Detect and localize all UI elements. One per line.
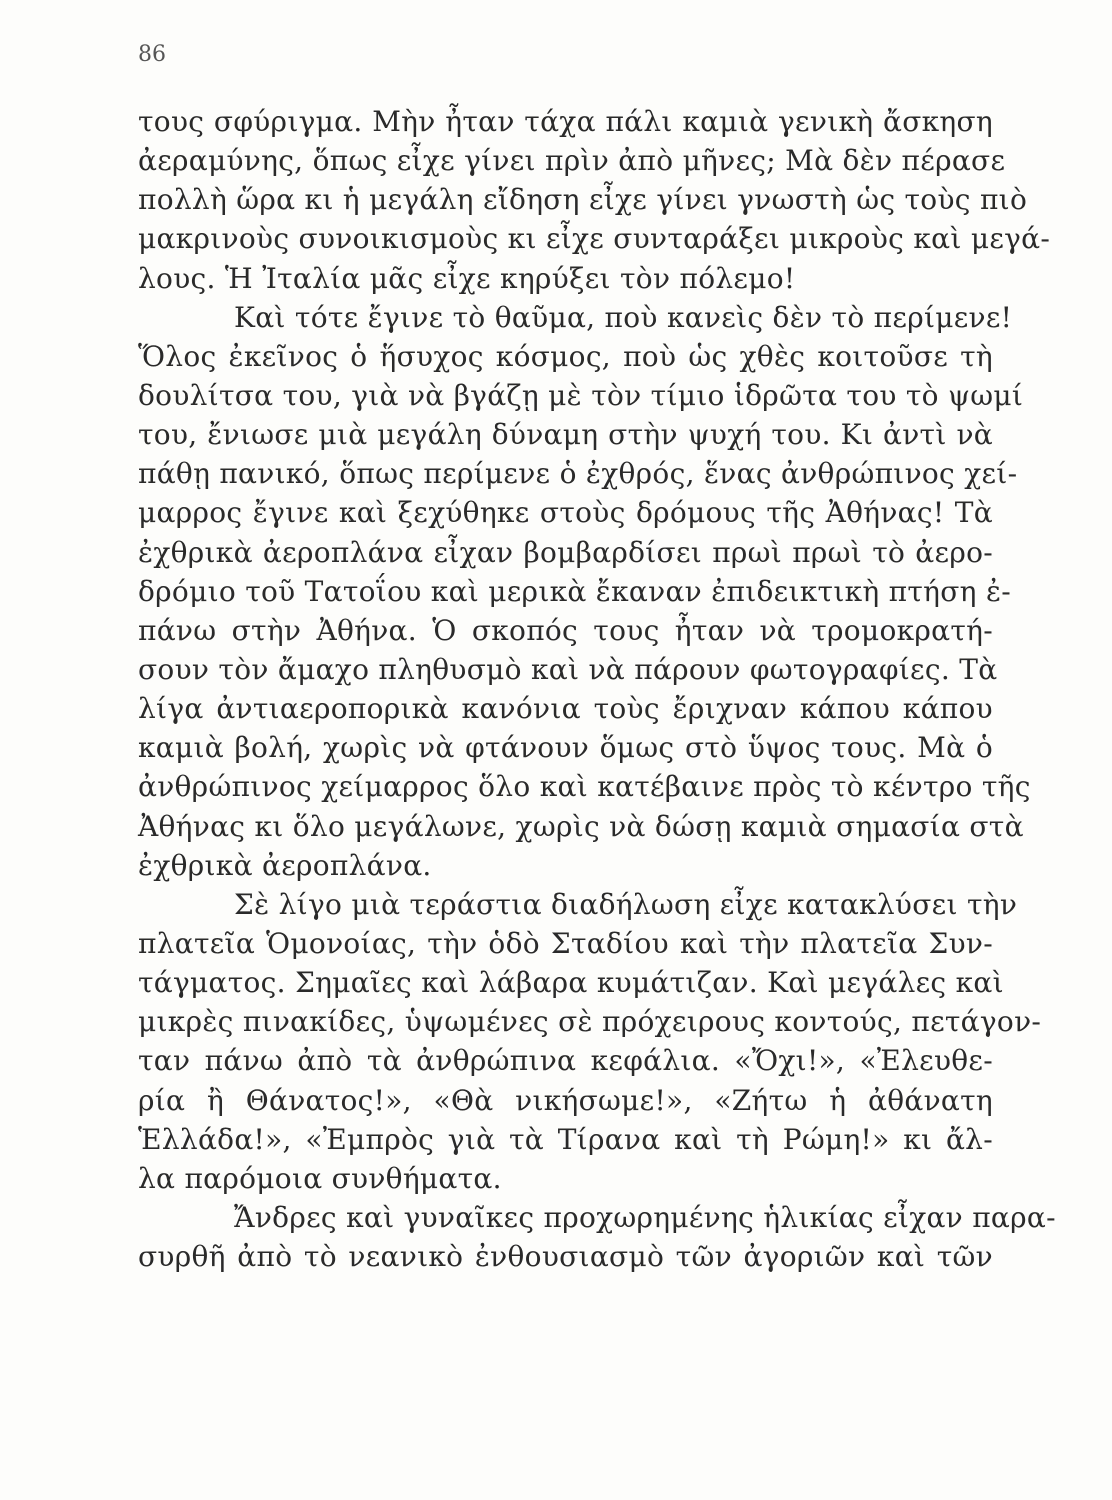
text-line: ἐχθρικὰ ἀεροπλάνα εἶχαν βομβαρδίσει πρωὶ πρωὶ τὸ ἀερο- xyxy=(138,535,993,569)
text-line: ἀεραμύνης, ὅπως εἶχε γίνει πρὶν ἀπὸ μῆνες; Μὰ δὲν πέρασε xyxy=(138,144,1006,178)
text-line: δουλίτσα του, γιὰ νὰ βγάζῃ μὲ τὸν τίμιο ἱδρῶτα του τὸ ψωμί xyxy=(138,378,1024,412)
text-line: ταν πάνω ἀπὸ τὰ ἀνθρώπινα κεφάλια. «Ὄχι!», «Ἐλευθε- xyxy=(138,1044,993,1078)
text-line: λους. Ἡ Ἰταλία μᾶς εἶχε κηρύξει τὸν πόλεμο! xyxy=(138,261,796,295)
text-line: μαρρος ἔγινε καὶ ξεχύθηκε στοὺς δρόμους τῆς Ἀθήνας! Τὰ xyxy=(138,496,993,530)
text-line: πολλὴ ὥρα κι ἡ μεγάλη εἴδηση εἶχε γίνει γνωστὴ ὡς τοὺς πιὸ xyxy=(138,183,1028,217)
text-line: Ἄνδρες καὶ γυναῖκες προχωρημένης ἡλικίας εἶχαν παρα- xyxy=(234,1200,1056,1234)
text-line: ρία ἢ Θάνατος!», «Θὰ νικήσωμε!», «Ζήτω ἡ ἀθάνατη xyxy=(138,1083,993,1117)
text-line: καμιὰ βολή, χωρὶς νὰ φτάνουν ὅμως στὸ ὕψος τους. Μὰ ὁ xyxy=(138,731,993,765)
text-line: του, ἔνιωσε μιὰ μεγάλη δύναμη στὴν ψυχή του. Κι ἀντὶ νὰ xyxy=(138,418,993,452)
text-line: λα παρόμοια συνθήματα. xyxy=(138,1161,502,1195)
text-line: πάθῃ πανικό, ὅπως περίμενε ὁ ἐχθρός, ἕνας ἀνθρώπινος χεί- xyxy=(138,457,1018,491)
text-line: μικρὲς πινακίδες, ὑψωμένες σὲ πρόχειρους κοντούς, πετάγον- xyxy=(138,1005,1042,1039)
text-line: δρόμιο τοῦ Τατοΐου καὶ μερικὰ ἔκαναν ἐπιδεικτικὴ πτήση ἐ- xyxy=(138,574,1012,608)
text-line: συρθῆ ἀπὸ τὸ νεανικὸ ἐνθουσιασμὸ τῶν ἀγοριῶν καὶ τῶν xyxy=(138,1240,993,1274)
body-text xyxy=(138,102,1056,1276)
text-line: σουν τὸν ἄμαχο πληθυσμὸ καὶ νὰ πάρουν φωτογραφίες. Τὰ xyxy=(138,652,998,686)
text-line: Καὶ τότε ἔγινε τὸ θαῦμα, ποὺ κανεὶς δὲν τὸ περίμενε! xyxy=(234,300,1013,334)
text-line: τάγματος. Σημαῖες καὶ λάβαρα κυμάτιζαν. Καὶ μεγάλες καὶ xyxy=(138,966,1004,1000)
text-line: μακρινοὺς συνοικισμοὺς κι εἶχε συνταράξει μικροὺς καὶ μεγά- xyxy=(138,222,1051,256)
text-line: Ὅλος ἐκεῖνος ὁ ἥσυχος κόσμος, ποὺ ὡς χθὲς κοιτοῦσε τὴ xyxy=(138,339,993,373)
page-number: 86 xyxy=(138,42,166,67)
text-line: τους σφύριγμα. Μὴν ἦταν τάχα πάλι καμιὰ γενικὴ ἄσκηση xyxy=(138,105,993,138)
text-line: Ἑλλάδα!», «Ἐμπρὸς γιὰ τὰ Τίρανα καὶ τὴ Ρώμη!» κι ἄλ- xyxy=(138,1122,993,1156)
text-line: λίγα ἀντιαεροπορικὰ κανόνια τοὺς ἔριχναν κάπου κάπου xyxy=(138,692,993,726)
text-line: ἐχθρικὰ ἀεροπλάνα. xyxy=(138,848,432,882)
text-line: Σὲ λίγο μιὰ τεράστια διαδήλωση εἶχε κατακλύσει τὴν xyxy=(234,887,1018,921)
text-line: πλατεῖα Ὁμονοίας, τὴν ὁδὸ Σταδίου καὶ τὴν πλατεῖα Συν- xyxy=(138,926,993,960)
text-line: ἀνθρώπινος χείμαρρος ὅλο καὶ κατέβαινε πρὸς τὸ κέντρο τῆς xyxy=(138,770,1031,804)
text-line: πάνω στὴν Ἀθήνα. Ὁ σκοπός τους ἦταν νὰ τρομοκρατή- xyxy=(138,613,993,647)
text-line: Ἀθήνας κι ὅλο μεγάλωνε, χωρὶς νὰ δώσῃ καμιὰ σημασία στὰ xyxy=(138,809,1024,843)
